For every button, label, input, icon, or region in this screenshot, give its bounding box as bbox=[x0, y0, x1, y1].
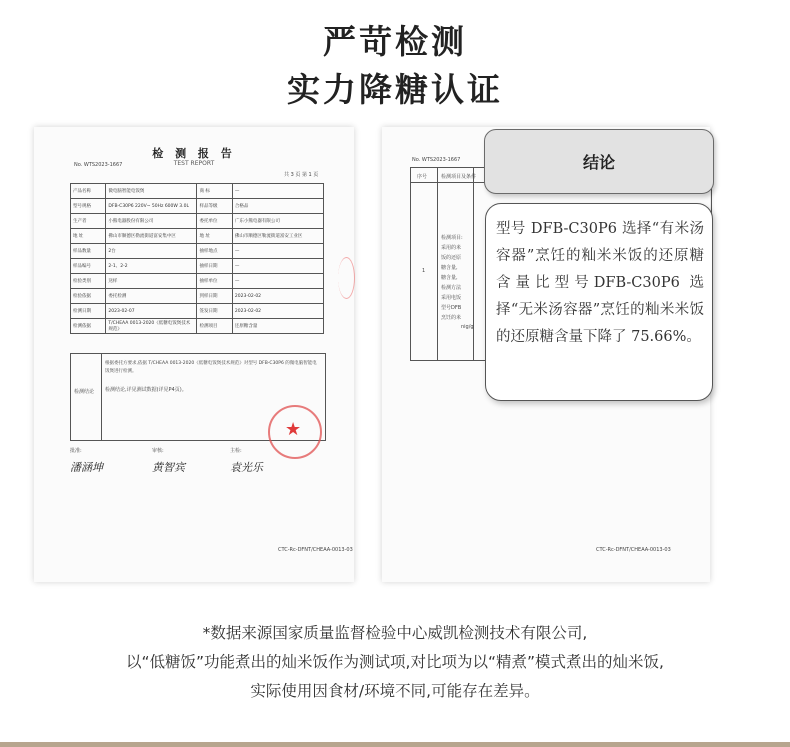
table-field-label: 样品编号 bbox=[71, 259, 106, 274]
test-report-page-1 bbox=[34, 127, 354, 582]
table-field-label: 样品数量 bbox=[71, 244, 106, 259]
table-field-value: 送样 bbox=[106, 274, 197, 289]
table-field-label: 地 址 bbox=[197, 229, 232, 244]
table-field-value: DFB-C30P6 220V~ 50Hz 600W 3.0L bbox=[106, 199, 197, 214]
bottom-accent-line bbox=[0, 742, 790, 747]
table-field-label: 检测日期 bbox=[71, 304, 106, 319]
table-field-value: — bbox=[232, 274, 323, 289]
conclusion-label: 检测结论 bbox=[74, 389, 95, 395]
table-field-value: — bbox=[232, 244, 323, 259]
table-field-label: 抽样地点 bbox=[197, 244, 232, 259]
side-seal bbox=[338, 257, 355, 299]
row-line-6: 采用电饭 bbox=[441, 295, 462, 301]
row-number: 1 bbox=[422, 268, 426, 274]
heading-line2: 实力降糖认证 bbox=[287, 70, 503, 109]
header-col-item: 检测项目及条件 bbox=[441, 174, 477, 180]
report-title: 检 测 报 告 bbox=[152, 147, 236, 160]
heading-line1: 严苛检测 bbox=[323, 22, 467, 61]
table-field-label: 委托单位 bbox=[197, 214, 232, 229]
table-field-value: 小熊电器股份有限公司 bbox=[106, 214, 197, 229]
footnote-line3: 实际使用因食材/环境不同,可能存在差异。 bbox=[250, 682, 540, 700]
table-field-label: 样品等级 bbox=[197, 199, 232, 214]
table-field-label: 检验类别 bbox=[71, 274, 106, 289]
table-field-label: 商 标 bbox=[197, 184, 232, 199]
table-field-label: 到样日期 bbox=[197, 289, 232, 304]
report-info-table bbox=[70, 183, 324, 334]
table-field-label: 地 址 bbox=[71, 229, 106, 244]
table-field-value: 2023-02-07 bbox=[106, 304, 197, 319]
report-table-row bbox=[71, 244, 324, 259]
table-field-label: 检测依据 bbox=[71, 319, 106, 334]
report-table-row bbox=[71, 184, 324, 199]
sign-label-approve: 批准: bbox=[70, 448, 82, 454]
table-field-label: 抽样单位 bbox=[197, 274, 232, 289]
conclusion-remark: 检测结论,详见测试数据(详见P4页)。 bbox=[105, 387, 187, 393]
table-field-label: 检测项目 bbox=[197, 319, 232, 334]
row-line-3: 糖含量, bbox=[441, 265, 458, 271]
report2-footer-code: CTC-Rc-DFNT/CHEAA-0013-03 bbox=[596, 547, 671, 553]
seal-star-icon: ★ bbox=[285, 419, 302, 440]
table-field-value: — bbox=[232, 184, 323, 199]
report-table-row bbox=[71, 304, 324, 319]
sign-label-review: 审核: bbox=[152, 448, 164, 454]
table-field-value: 微电脑智能电饭煲 bbox=[106, 184, 197, 199]
table-field-label: 生产者 bbox=[71, 214, 106, 229]
table-field-value: 2023-02-02 bbox=[232, 289, 323, 304]
row-line-7: 型号DFB bbox=[441, 305, 462, 311]
sign-label-main: 主检: bbox=[230, 448, 242, 454]
conclusion-title: 结论 bbox=[582, 153, 615, 172]
report-footer-code: CTC-Rc-DFNT/CHEAA-0013-03 bbox=[278, 547, 353, 553]
conclusion-text-bubble bbox=[485, 203, 713, 401]
table-field-value: 委托检测 bbox=[106, 289, 197, 304]
row-line-9: nig/g bbox=[461, 324, 474, 330]
table-field-value: 还原糖含量 bbox=[232, 319, 323, 334]
table-field-value: 2台 bbox=[106, 244, 197, 259]
conclusion-text: 根据委托方要求,依据 T/CHEAA 0013-2020《低糖电饭煲技术规范》对型号 DFB-C30P6 的微电脑智能电饭煲进行检测。 bbox=[105, 361, 317, 374]
table-field-value: T/CHEAA 0013-2020《低糖电饭煲技术规范》 bbox=[106, 319, 197, 334]
signature-reviewer: 黄智宾 bbox=[152, 461, 185, 474]
report-table-row bbox=[71, 214, 324, 229]
table-field-value: 合格品 bbox=[232, 199, 323, 214]
report2-number: No. WTS2023-1667 bbox=[412, 157, 461, 163]
row-line-1: 采用的米 bbox=[441, 245, 462, 251]
table-field-label: 型号规格 bbox=[71, 199, 106, 214]
row-line-5: 检测方法 bbox=[441, 285, 462, 291]
conclusion-title-bubble bbox=[484, 129, 714, 194]
header-col-no: 序号 bbox=[417, 174, 428, 180]
table-field-value: 佛山市顺德区勒流街道富安集中区 bbox=[106, 229, 197, 244]
table-field-label: 产品名称 bbox=[71, 184, 106, 199]
table-field-value: — bbox=[232, 259, 323, 274]
report-table-row bbox=[71, 289, 324, 304]
table-field-value: 2-1、2-2 bbox=[106, 259, 197, 274]
conclusion-callout-text: 型号 DFB-C30P6 选择“有米汤容器”烹饪的籼米米饭的还原糖含量比型号DFB-C30P6 选择“无米汤容器”烹饪的籼米米饭的还原糖含量下降了 75.66%。 bbox=[496, 221, 704, 345]
table-field-label: 签发日期 bbox=[197, 304, 232, 319]
row-line-4: 糖含量, bbox=[441, 275, 458, 281]
report-subtitle: TEST REPORT bbox=[173, 160, 215, 167]
footnote-line1: *数据来源国家质量监督检验中心威凯检测技术有限公司, bbox=[202, 624, 588, 642]
row-line-0: 检测项目: bbox=[441, 235, 463, 241]
table-field-label: 检验依据 bbox=[71, 289, 106, 304]
signature-inspector: 袁光乐 bbox=[230, 461, 263, 474]
row-line-2: 饭的还原 bbox=[441, 255, 462, 261]
table-field-label: 抽样日期 bbox=[197, 259, 232, 274]
footnote-line2: 以“低糖饭”功能煮出的灿米饭作为测试项,对比项为以“精煮”模式煮出的灿米饭, bbox=[126, 653, 664, 671]
report-table-row bbox=[71, 274, 324, 289]
report-table-row bbox=[71, 199, 324, 214]
table-field-value: 佛山市顺德区勒流街道富安工业区 bbox=[232, 229, 323, 244]
signature-approver: 潘涵坤 bbox=[70, 461, 103, 474]
report-number: No. WTS2023-1667 bbox=[74, 162, 123, 168]
report-table-row bbox=[71, 229, 324, 244]
row-line-8: 烹饪的米 bbox=[441, 315, 462, 321]
table-field-value: 广东小熊电器有限公司 bbox=[232, 214, 323, 229]
report-page: 共 3 页 第 1 页 bbox=[284, 172, 319, 178]
report-table-row bbox=[71, 259, 324, 274]
report-table-row bbox=[71, 319, 324, 334]
table-field-value: 2023-02-02 bbox=[232, 304, 323, 319]
